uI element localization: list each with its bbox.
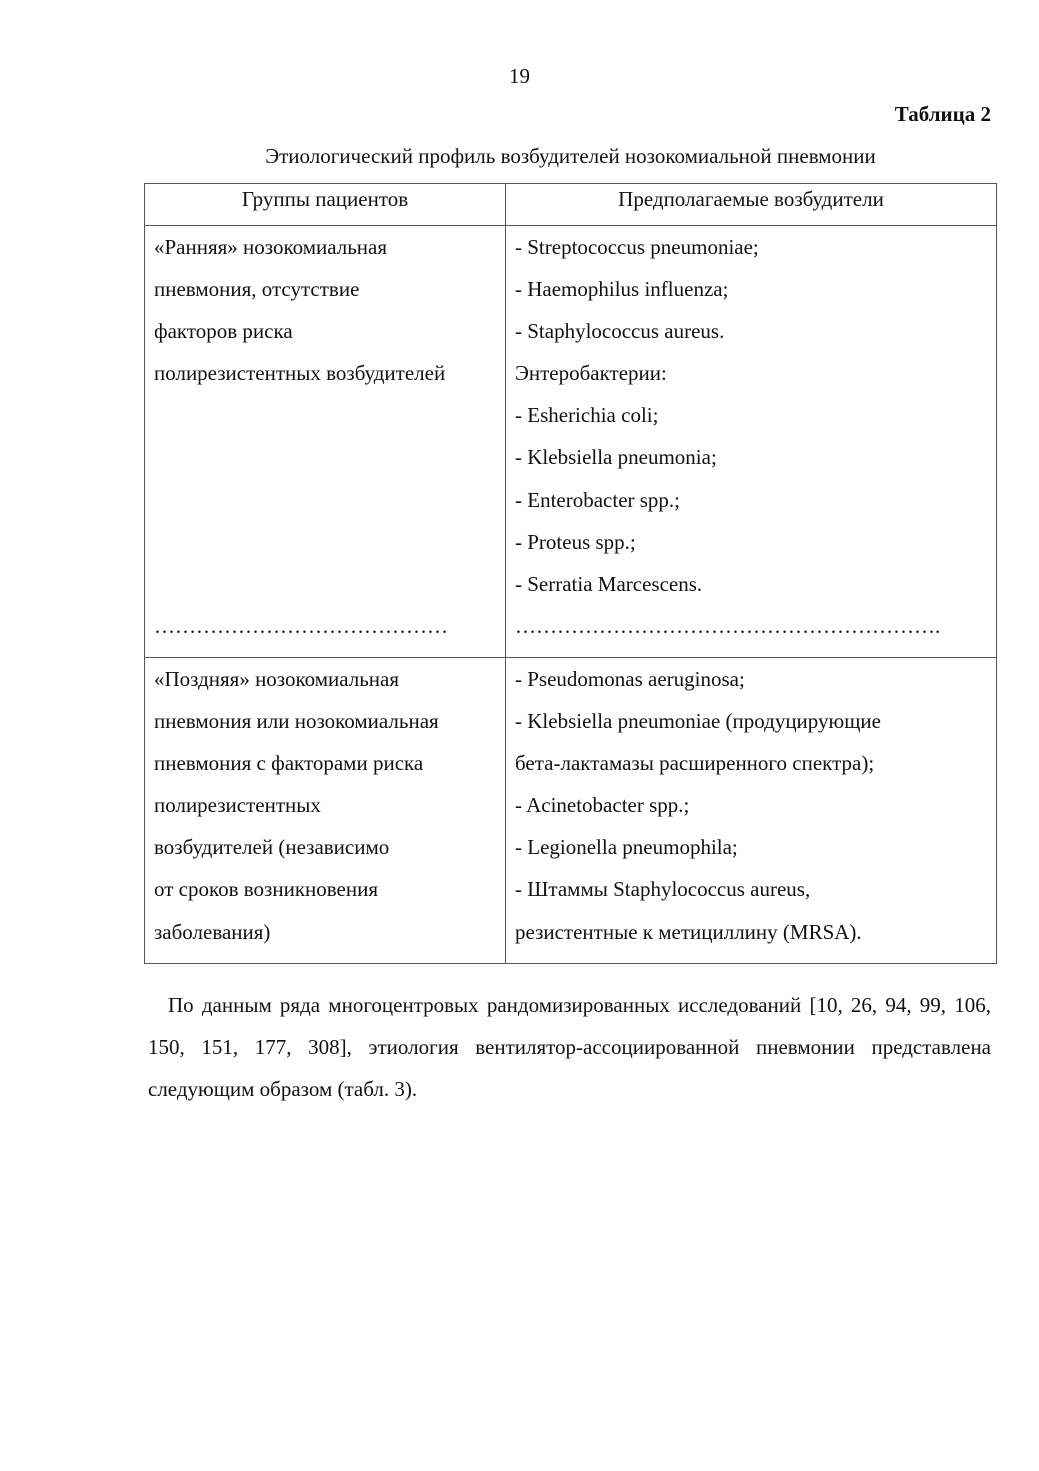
pathogen-line: - Serratia Marcescens. bbox=[515, 571, 703, 596]
pathogens-cell bbox=[506, 226, 997, 658]
patient-group-line: пневмония, отсутствие bbox=[154, 277, 360, 302]
patient-group-line bbox=[154, 440, 497, 482]
pathogen-line: - Klebsiella pneumoniae (продуцирующие bbox=[515, 709, 881, 734]
patient-group-cell bbox=[145, 226, 506, 658]
patient-group-line: полирезистентных возбудителей bbox=[154, 361, 446, 386]
patient-group-line: пневмония или нозокомиальная bbox=[154, 709, 439, 734]
pathogen-line: - Acinetobacter spp.; bbox=[515, 793, 690, 818]
patient-group-line: факторов риска bbox=[154, 319, 293, 344]
patient-group-line: пневмония с факторами риска bbox=[154, 751, 424, 776]
page-number: 19 bbox=[509, 64, 530, 88]
pathogen-line: - Klebsiella pneumonia; bbox=[515, 445, 717, 470]
patient-group-line: возбудителей (независимо bbox=[154, 835, 390, 860]
patient-group-line: от сроков возникновения bbox=[154, 877, 379, 902]
patient-group-line bbox=[154, 567, 497, 609]
header-patient-groups: Группы пациентов bbox=[145, 184, 506, 226]
pathogen-line: резистентные к метициллину (MRSA). bbox=[515, 919, 862, 944]
patient-group-cell bbox=[145, 657, 506, 963]
pathogen-line: - Streptococcus pneumoniae; bbox=[515, 235, 759, 259]
pathogen-line: ……………………………………………………. bbox=[515, 613, 941, 638]
body-paragraph-block bbox=[148, 984, 991, 1110]
patient-group-line: заболевания) bbox=[154, 919, 271, 944]
table-body bbox=[145, 226, 997, 964]
pathogen-line: - Esherichia coli; bbox=[515, 403, 659, 428]
patient-group-line bbox=[154, 525, 497, 567]
pathogen-line: - Haemophilus influenza; bbox=[515, 277, 729, 302]
pathogen-line: - Pseudomonas aeruginosa; bbox=[515, 666, 745, 691]
table-label: Таблица 2 bbox=[894, 102, 991, 126]
body-paragraph: По данным ряда многоцентровых рандомизированных исследований [10, 26, 94, 99, 106, 150, 151, 177, 308], этиология вентилятор-ассоциированной пневмонии представлена следующим образом (табл. 3). bbox=[148, 993, 991, 1101]
table-header-row bbox=[145, 184, 997, 226]
table-row bbox=[145, 657, 997, 963]
table-caption: Этиологический профиль возбудителей нозокомиальной пневмонии bbox=[265, 144, 876, 168]
pathogen-line: - Штаммы Staphylococcus aureus, bbox=[515, 877, 811, 902]
patient-group-line: полирезистентных bbox=[154, 793, 321, 818]
pathogen-line: - Legionella pneumophila; bbox=[515, 835, 738, 860]
patient-group-line: …………………………………… bbox=[154, 613, 448, 638]
patient-group-line bbox=[154, 398, 497, 440]
pathogen-line: - Staphylococcus aureus. bbox=[515, 319, 725, 344]
header-pathogens: Предполагаемые возбудители bbox=[506, 184, 997, 226]
pathogens-cell bbox=[506, 657, 997, 963]
patient-group-line bbox=[154, 483, 497, 525]
pathogen-line: - Proteus spp.; bbox=[515, 529, 636, 554]
pathogen-line: - Enterobacter spp.; bbox=[515, 487, 681, 512]
etiology-table bbox=[144, 183, 997, 964]
pathogen-line: Энтеробактерии: bbox=[515, 361, 667, 386]
patient-group-line: «Поздняя» нозокомиальная bbox=[154, 666, 400, 691]
pathogen-line: бета-лактамазы расширенного спектра); bbox=[515, 751, 875, 776]
table-row bbox=[145, 226, 997, 658]
patient-group-line: «Ранняя» нозокомиальная bbox=[154, 235, 387, 259]
